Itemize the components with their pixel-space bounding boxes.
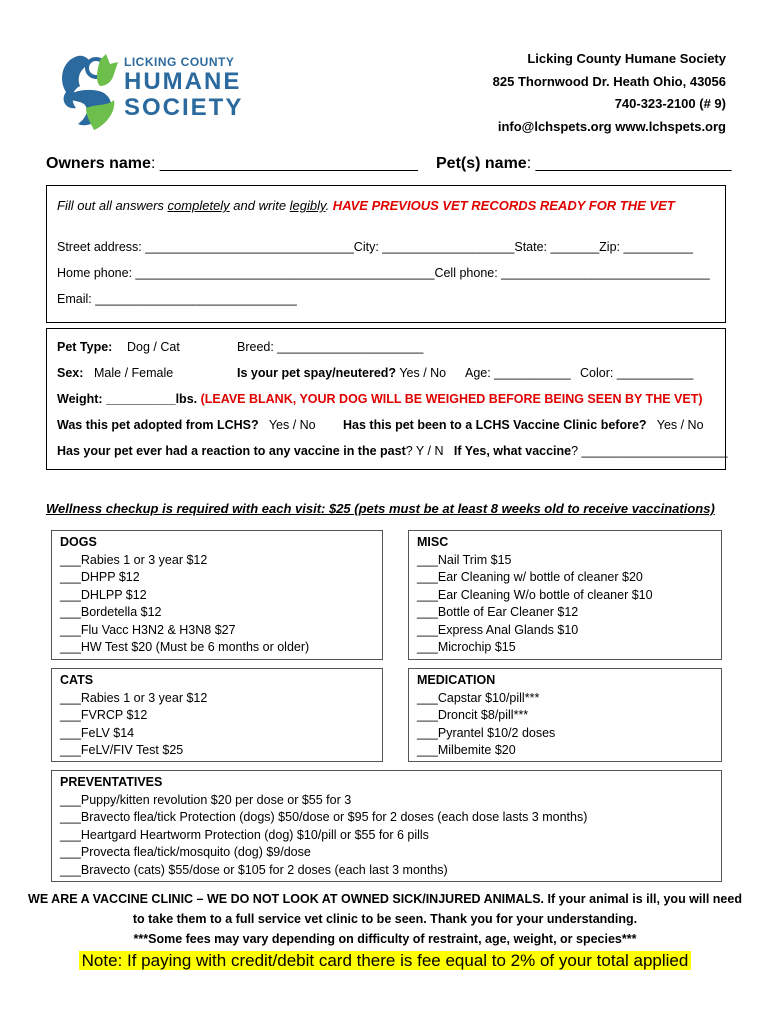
breed-field[interactable]: Breed: _____________________ (237, 340, 424, 354)
list-item[interactable]: ___Bravecto flea/tick Protection (dogs) $50/dose or $95 for 2 doses (each dose lasts 3 months) (60, 810, 588, 824)
list-item[interactable]: ___FeLV $14 (60, 725, 135, 740)
dogs-services (51, 530, 383, 660)
card-fee-text: Note: If paying with credit/debit card there is fee equal to 2% of your total applied (79, 951, 692, 970)
medication-services (408, 668, 722, 762)
list-item[interactable]: ___Heartgard Heartworm Protection (dog) $10/pill or $55 for 6 pills (60, 827, 429, 842)
list-item[interactable]: ___Puppy/kitten revolution $20 per dose or $55 for 3 (60, 792, 352, 807)
sex-options[interactable]: Male / Female (94, 366, 174, 380)
adopted-field[interactable]: Was this pet adopted from LCHS? Yes / No (57, 418, 316, 432)
org-name: Licking County Humane Society (527, 51, 726, 66)
list-item[interactable]: ___Bottle of Ear Cleaner $12 (417, 605, 579, 619)
dogs-title: DOGS (60, 535, 97, 549)
spay-field[interactable]: Is your pet spay/neutered? Yes / No (237, 366, 447, 380)
list-item[interactable]: ___Ear Cleaning W/o bottle of cleaner $10 (417, 587, 653, 602)
clinic-before-field[interactable]: Has this pet been to a LCHS Vaccine Clinic before? Yes / No (343, 418, 704, 432)
sex-label: Sex: (57, 366, 84, 380)
clinic-disclaimer-1: WE ARE A VACCINE CLINIC – WE DO NOT LOOK AT OWNED SICK/INJURED ANIMALS. If your animal is ill, you will need (28, 892, 742, 906)
reaction-field[interactable]: Has your pet ever had a reaction to any vaccine in the past? Y / N If Yes, what vaccine? _____________________ (57, 444, 728, 458)
org-contact: info@lchspets.org www.lchspets.org (497, 118, 726, 134)
street-address-field[interactable]: Street address: ______________________________City: ___________________State: _______Zip: __________ (57, 240, 693, 254)
list-item[interactable]: ___Express Anal Glands $10 (417, 622, 579, 637)
owners-name-line[interactable]: _____________________________ (155, 155, 418, 172)
what-vaccine-field[interactable]: If Yes, what vaccine? _____________________ (453, 444, 728, 458)
card-fee-note (0, 951, 770, 971)
list-item[interactable]: ___Pyrantel $10/2 doses (417, 725, 556, 740)
list-item[interactable]: ___Droncit $8/pill*** (417, 708, 529, 722)
age-field[interactable]: Age: ___________ (465, 366, 571, 380)
logo (56, 52, 256, 132)
list-item[interactable]: ___Capstar $10/pill*** (417, 690, 540, 705)
list-item[interactable]: ___Microchip $15 (417, 640, 516, 654)
medication-title: MEDICATION (417, 673, 496, 687)
pets-name-field[interactable]: Pet(s) name: ______________________ (436, 155, 732, 172)
fees-notice: ***Some fees may vary depending on difficulty of restraint, age, weight, or species*** (133, 932, 637, 946)
cats-services (51, 668, 383, 762)
pets-name-label: Pet(s) name (436, 155, 527, 172)
logo-line-2: HUMANE (124, 68, 242, 95)
vet-records-warning: HAVE PREVIOUS VET RECORDS READY FOR THE VET (329, 198, 675, 213)
pet-info-box (46, 328, 726, 470)
list-item[interactable]: ___HW Test $20 (Must be 6 months or older) (60, 640, 310, 654)
preventatives-services (51, 770, 722, 882)
weight-field[interactable]: Weight: __________lbs. (LEAVE BLANK, YOUR DOG WILL BE WEIGHED BEFORE BEING SEEN BY THE VET) (57, 392, 703, 406)
list-item[interactable]: ___Milbemite $20 (417, 743, 516, 757)
pet-type-options[interactable]: Dog / Cat (127, 340, 180, 354)
logo-line-3: SOCIETY (124, 94, 244, 121)
owners-name-label: Owners name (46, 155, 151, 172)
address-block (493, 48, 726, 138)
wellness-notice: Wellness checkup is required with each visit: $25 (pets must be at least 8 weeks old to receive vaccinations) (46, 501, 715, 516)
humane-society-logo-icon (56, 52, 126, 132)
clinic-disclaimer-2: to take them to a full service vet clinic to be seen. Thank you for your understanding. (132, 912, 638, 926)
logo-text (124, 56, 243, 120)
list-item[interactable]: ___DHLPP $12 (60, 587, 147, 602)
intro-line: Fill out all answers completely and write legibly. HAVE PREVIOUS VET RECORDS READY FOR THE VET (57, 198, 675, 213)
preventatives-title: PREVENTATIVES (60, 775, 163, 789)
org-phone: 740-323-2100 (# 9) (614, 96, 726, 111)
pet-type-label: Pet Type: (57, 340, 113, 354)
list-item[interactable]: ___Bravecto (cats) $55/dose or $105 for 2 doses (each last 3 months) (60, 862, 448, 877)
owners-name-field[interactable]: Owners name: _____________________________ (46, 155, 418, 172)
owner-contact-box (46, 185, 726, 323)
list-item[interactable]: ___Rabies 1 or 3 year $12 (60, 690, 208, 705)
list-item[interactable]: ___Ear Cleaning w/ bottle of cleaner $20 (417, 570, 643, 584)
list-item[interactable]: ___Rabies 1 or 3 year $12 (60, 552, 208, 567)
org-street: 825 Thornwood Dr. Heath Ohio, 43056 (492, 73, 726, 89)
list-item[interactable]: ___DHPP $12 (60, 570, 140, 584)
list-item[interactable]: ___FVRCP $12 (60, 708, 148, 722)
pets-name-line[interactable]: ______________________ (531, 155, 732, 172)
list-item[interactable]: ___Flu Vacc H3N2 & H3N8 $27 (60, 622, 236, 637)
misc-title: MISC (417, 535, 449, 549)
list-item[interactable]: ___Provecta flea/tick/mosquito (dog) $9/dose (60, 845, 311, 859)
email-field[interactable]: Email: _____________________________ (57, 292, 297, 306)
color-field[interactable]: Color: ___________ (580, 366, 694, 380)
list-item[interactable]: ___FeLV/FIV Test $25 (60, 743, 184, 757)
phone-field[interactable]: Home phone: ___________________________________________Cell phone: ______________________________ (57, 266, 710, 280)
misc-services (408, 530, 722, 660)
cats-title: CATS (60, 673, 94, 687)
logo-line-1: LICKING COUNTY (124, 55, 235, 69)
weight-warning: (LEAVE BLANK, YOUR DOG WILL BE WEIGHED BEFORE BEING SEEN BY THE VET) (200, 392, 703, 406)
list-item[interactable]: ___Bordetella $12 (60, 605, 162, 619)
list-item[interactable]: ___Nail Trim $15 (417, 552, 512, 567)
